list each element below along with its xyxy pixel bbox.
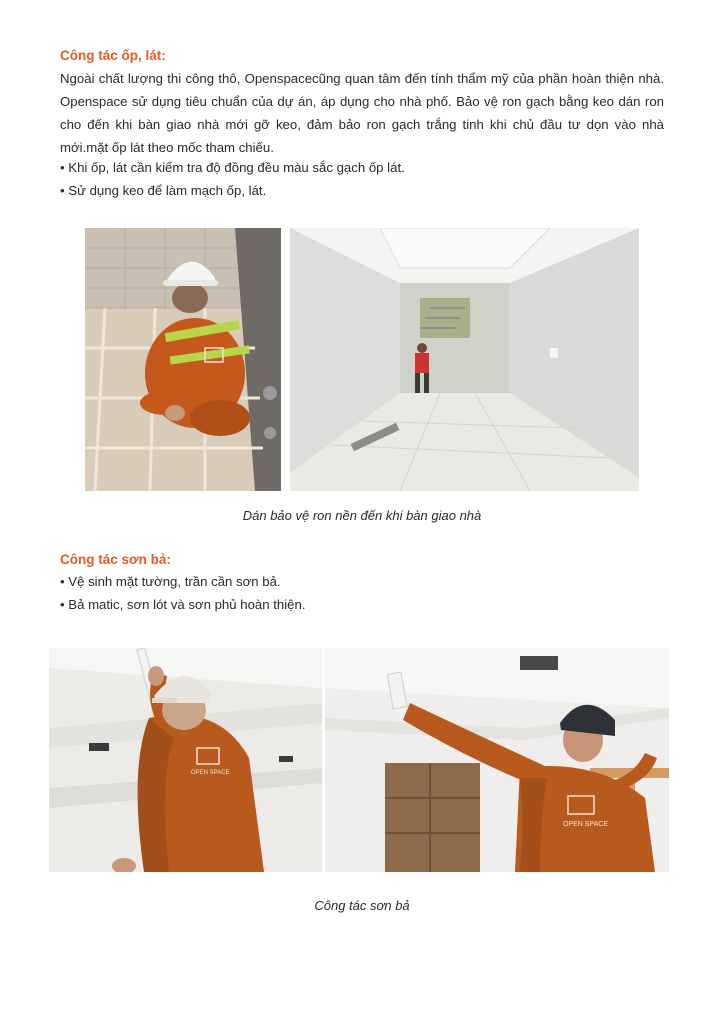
photo-tile-worker <box>85 228 281 491</box>
tiling-bullet-1: • Khi ốp, lát cần kiểm tra độ đồng đều màu sắc gạch ốp lát. <box>60 160 405 175</box>
painting-caption: Công tác sơn bả <box>314 898 410 913</box>
photo-painter-2 <box>325 648 669 872</box>
tiling-caption: Dán bảo vệ ron nền đến khi bàn giao nhà <box>242 508 482 523</box>
painting-bullet-2: • Bả matic, sơn lót và sơn phủ hoàn thiện. <box>60 597 306 612</box>
tiling-bullet-2: • Sử dụng keo để làm mạch ốp, lát. <box>60 183 267 198</box>
section-heading-painting: Công tác sơn bả: <box>60 552 171 567</box>
painting-bullet-1: • Vệ sinh mặt tường, trần cần sơn bả. <box>60 574 281 589</box>
uniform-logo-text-2: OPEN SPACE <box>563 821 608 828</box>
uniform-logo-text-1: OPEN SPACE <box>191 770 230 776</box>
section-heading-tiling: Công tác ốp, lát: <box>60 48 166 63</box>
photo-painter-1 <box>49 648 322 872</box>
photo-hallway <box>290 228 639 491</box>
tiling-paragraph: Ngoài chất lượng thi công thô, Openspacecũng quan tâm đến tính thẩm mỹ của phần hoàn thiện nhà. Openspace sử dụng tiêu chuẩn của dự án, áp dụng cho nhà phố. Bảo vệ ron gạch bằng keo dán ron cho đến khi bàn giao nhà mới gỡ keo, đảm bảo ron gạch trắng tinh khi chủ đầu tư dọn vào nhà mới.mặt ốp lát theo mốc tham chiếu. <box>60 71 664 155</box>
